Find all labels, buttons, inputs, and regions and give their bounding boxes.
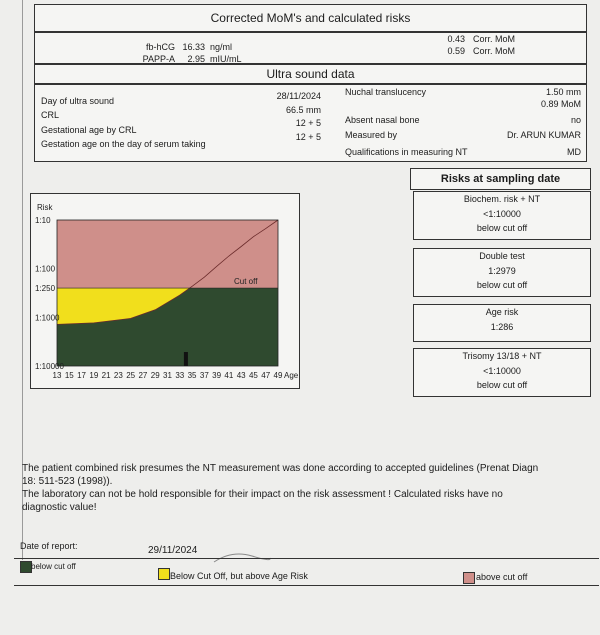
risk-chart-frame: [30, 193, 300, 389]
mom-unit-hcg: ng/ml: [210, 42, 233, 52]
risk-chart: [31, 194, 299, 388]
mom-label-pappa: PAPP-A: [142, 54, 175, 64]
legend-swatch-above: [463, 572, 475, 584]
us-label-nt: Nuchal translucency: [345, 87, 427, 97]
cutoff-label: Cut off: [234, 277, 258, 287]
x-tick-label: 33: [175, 371, 185, 380]
mom-header: [34, 4, 587, 32]
x-tick-label: 25: [126, 371, 136, 380]
risk-status-biochem: below cut off: [476, 223, 528, 233]
us-value-measured: Dr. ARUN KUMAR: [506, 130, 581, 140]
mom-corr-hcg: 0.43: [447, 34, 465, 44]
x-tick-label: 27: [138, 371, 148, 380]
x-tick-label: 19: [89, 371, 99, 380]
us-value-nt: 1.50 mm: [545, 87, 581, 97]
x-tick-label: 39: [212, 371, 222, 380]
risk-box-biochem: [413, 191, 591, 240]
mom-value-hcg: 16.33: [182, 42, 205, 52]
us-value-nt-mom: 0.89 MoM: [540, 99, 581, 109]
mom-title: Corrected MoM's and calculated risks: [210, 11, 411, 25]
x-tick-label: 47: [261, 371, 271, 380]
x-tick-label: 41: [224, 371, 234, 380]
risk-title-double: Double test: [479, 251, 525, 261]
x-tick-label: 13: [52, 371, 62, 380]
legend-label-above: above cut off: [476, 572, 528, 582]
disclaimer-line-2: 18: 511-523 (1998)).: [22, 476, 113, 487]
us-label-qual: Qualifications in measuring NT: [345, 147, 468, 157]
legend-label-between: Below Cut Off, but above Age Risk: [170, 571, 308, 581]
mom-label-hcg: fb-hCG: [145, 42, 175, 52]
x-tick-label: 15: [64, 371, 74, 380]
report-date: 29/11/2024: [148, 545, 198, 556]
risk-title-age: Age risk: [485, 307, 519, 317]
risk-box-double: [413, 248, 591, 297]
mom-corr-label-hcg: Corr. MoM: [473, 34, 516, 44]
us-value-qual: MD: [567, 147, 581, 157]
risk-status-trisomy: below cut off: [476, 380, 528, 390]
ultrasound-box: [34, 84, 587, 162]
us-value-day: 28/11/2024: [276, 91, 321, 101]
risk-value-age: 1:286: [490, 321, 514, 332]
x-tick-label: 23: [113, 371, 123, 380]
risk-box-age: [413, 304, 591, 342]
risks-title: Risks at sampling date: [440, 173, 561, 185]
x-tick-label: 35: [187, 371, 197, 380]
x-tick-label: 43: [236, 371, 246, 380]
y-axis-label: Risk: [37, 203, 53, 212]
x-tick-label: 17: [77, 371, 87, 380]
us-value-nasal: no: [570, 115, 581, 125]
y-tick-label: 1:10: [35, 216, 51, 225]
report-date-label: Date of report:: [20, 541, 78, 551]
patient-marker: [184, 352, 188, 366]
x-tick-label: 31: [163, 371, 172, 380]
risk-status-double: below cut off: [476, 280, 528, 290]
x-tick-label: 37: [199, 371, 209, 380]
y-tick-label: 1:10000: [35, 362, 64, 371]
us-label-nasal: Absent nasal bone: [345, 115, 420, 125]
risk-title-trisomy: Trisomy 13/18 + NT: [462, 351, 542, 361]
us-value-serum: 12 + 5: [295, 132, 321, 142]
x-tick-label: 21: [101, 371, 111, 380]
us-label-measured: Measured by: [345, 130, 398, 140]
mom-corr-label-pappa: Corr. MoM: [473, 46, 516, 56]
x-axis-label: Age: [284, 371, 299, 380]
risk-value-biochem: <1:10000: [483, 208, 521, 219]
legend-swatch-between: [158, 568, 170, 580]
disclaimer-line-1: The patient combined risk presumes the NT measurement was done according to accepted guidelines (Prenat Diagn: [22, 463, 539, 474]
y-tick-label: 1:100: [35, 264, 56, 274]
us-value-ga: 12 + 5: [295, 118, 321, 128]
risk-box-trisomy: [413, 348, 591, 397]
mom-value-pappa: 2.95: [187, 54, 205, 64]
us-label-day: Day of ultra sound: [41, 96, 115, 106]
us-label-serum: Gestation age on the day of serum taking: [41, 139, 206, 149]
disclaimer-line-3: The laboratory can not be hold responsible for their impact on the risk assessment ! Calculated risks have no: [22, 489, 503, 500]
risk-value-double: 1:2979: [488, 265, 516, 276]
ultrasound-header: [34, 64, 587, 84]
x-tick-label: 29: [150, 371, 160, 380]
legend-label-below: below cut off: [31, 562, 76, 571]
disclaimer-line-4: diagnostic value!: [22, 502, 97, 513]
y-tick-label: 1:250: [35, 284, 56, 294]
risks-header: [410, 168, 591, 190]
mom-corr-pappa: 0.59: [447, 46, 465, 56]
us-label-ga: Gestational age by CRL: [41, 125, 137, 135]
disclaimer: [22, 462, 600, 514]
y-tick-label: 1:1000: [35, 313, 60, 323]
us-label-crl: CRL: [41, 110, 60, 120]
us-value-crl: 66.5 mm: [285, 105, 321, 115]
x-tick-label: 45: [248, 371, 258, 380]
x-tick-label: 49: [273, 371, 283, 380]
ultrasound-title: Ultra sound data: [266, 67, 355, 81]
mom-unit-pappa: mIU/mL: [210, 54, 242, 64]
risk-value-trisomy: <1:10000: [483, 365, 521, 376]
mom-values-box: [34, 32, 587, 64]
risk-title-biochem: Biochem. risk + NT: [463, 194, 541, 204]
